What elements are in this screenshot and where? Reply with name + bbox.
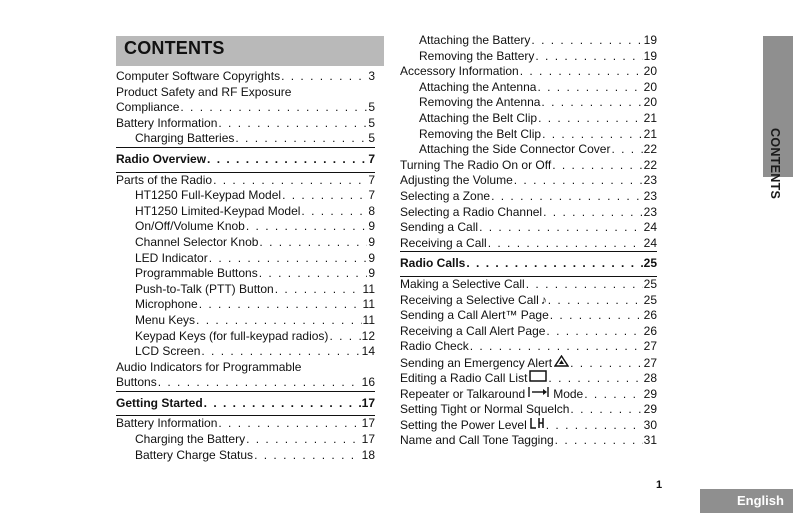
talkaround-arrow-icon <box>527 386 549 403</box>
toc-entry: Name and Call Tone Tagging . . . 31 <box>400 433 657 449</box>
toc-entry: Making a Selective Call . . . 25 <box>400 277 657 293</box>
toc-subentry: Attaching the Antenna . . . 20 <box>400 80 657 96</box>
toc-entry: Receiving a Call Alert Page . . . 26 <box>400 324 657 340</box>
toc-entry: Setting Tight or Normal Squelch . . . 29 <box>400 402 657 418</box>
toc-section-heading: Getting Started . . . 17 <box>116 396 375 412</box>
toc-section-heading: Radio Overview . . . 7 <box>116 152 375 168</box>
language-tab-label: English <box>737 493 784 508</box>
section-divider <box>400 251 657 252</box>
toc-entry: Sending a Call . . . 24 <box>400 220 657 236</box>
toc-subentry: Battery Charge Status . . . 18 <box>116 448 375 464</box>
toc-subentry: HT1250 Full-Keypad Model . . . 7 <box>116 188 375 204</box>
toc-subentry: Programmable Buttons . . . 9 <box>116 266 375 282</box>
toc-entry: Buttons . . . 16 <box>116 375 375 391</box>
toc-entry: Parts of the Radio . . . 7 <box>116 173 375 189</box>
toc-entry-text: Audio Indicators for Programmable <box>116 359 302 374</box>
toc-subentry: Charging Batteries . . . 5 <box>116 131 375 147</box>
toc-left-column <box>116 69 375 463</box>
toc-subentry: Keypad Keys (for full-keypad radios) . . . 12 <box>116 329 375 345</box>
toc-entry: Repeater or Talkaround Mode . . . 29 <box>400 386 657 402</box>
toc-subentry: Push-to-Talk (PTT) Button . . . 11 <box>116 282 375 298</box>
toc-entry: Receiving a Call . . . 24 <box>400 236 657 252</box>
toc-entry: Compliance . . . 5 <box>116 100 375 116</box>
toc-entry: Adjusting the Volume . . . 23 <box>400 173 657 189</box>
toc-entry: Radio Check . . . 27 <box>400 339 657 355</box>
toc-subentry: Menu Keys . . . 11 <box>116 313 375 329</box>
toc-entry: Accessory Information . . . 20 <box>400 64 657 80</box>
power-level-icon <box>529 417 545 434</box>
toc-subentry: LCD Screen . . . 14 <box>116 344 375 360</box>
toc-entry: Editing a Radio Call List . . . 28 <box>400 370 657 386</box>
toc-entry: Battery Information . . . 17 <box>116 416 375 432</box>
toc-subentry: Charging the Battery . . . 17 <box>116 432 375 448</box>
toc-subentry: Attaching the Side Connector Cover . . . 22 <box>400 142 657 158</box>
toc-subentry: HT1250 Limited-Keypad Model . . . 8 <box>116 204 375 220</box>
call-list-box-icon <box>529 370 547 387</box>
toc-right-column <box>400 33 657 448</box>
toc-subentry: Attaching the Battery . . . 19 <box>400 33 657 49</box>
toc-entry: Setting the Power Level . . . 30 <box>400 417 657 433</box>
toc-subentry: On/Off/Volume Knob . . . 9 <box>116 219 375 235</box>
toc-subentry: Removing the Battery . . . 19 <box>400 49 657 65</box>
toc-subentry: LED Indicator . . . 9 <box>116 251 375 267</box>
toc-subentry: Removing the Belt Clip . . . 21 <box>400 127 657 143</box>
toc-entry: Selecting a Radio Channel . . . 23 <box>400 205 657 221</box>
toc-entry: Turning The Radio On or Off . . . 22 <box>400 158 657 174</box>
toc-subentry: Attaching the Belt Clip . . . 21 <box>400 111 657 127</box>
toc-entry: Receiving a Selective Call ♪ . . . 25 <box>400 293 657 309</box>
toc-entry: Sending a Call Alert™ Page . . . 26 <box>400 308 657 324</box>
toc-entry: Sending an Emergency Alert . . . 27 <box>400 355 657 371</box>
page-title: CONTENTS <box>124 38 225 58</box>
page-number: 1 <box>656 479 663 491</box>
toc-subentry: Channel Selector Knob . . . 9 <box>116 235 375 251</box>
toc-section-heading: Radio Calls . . . 25 <box>400 256 657 272</box>
side-tab-label: CONTENTS <box>768 128 782 200</box>
toc-entry: Battery Information . . . 5 <box>116 116 375 132</box>
toc-entry-text: Product Safety and RF Exposure <box>116 84 292 99</box>
section-divider <box>116 147 375 148</box>
toc-subentry: Microphone . . . 11 <box>116 297 375 313</box>
section-divider <box>116 391 375 392</box>
toc-subentry: Removing the Antenna . . . 20 <box>400 95 657 111</box>
emergency-triangle-icon <box>554 355 569 372</box>
music-note-icon: ♪ <box>540 292 547 307</box>
toc-entry: Selecting a Zone . . . 23 <box>400 189 657 205</box>
toc-entry: Computer Software Copyrights . . . 3 <box>116 69 375 85</box>
